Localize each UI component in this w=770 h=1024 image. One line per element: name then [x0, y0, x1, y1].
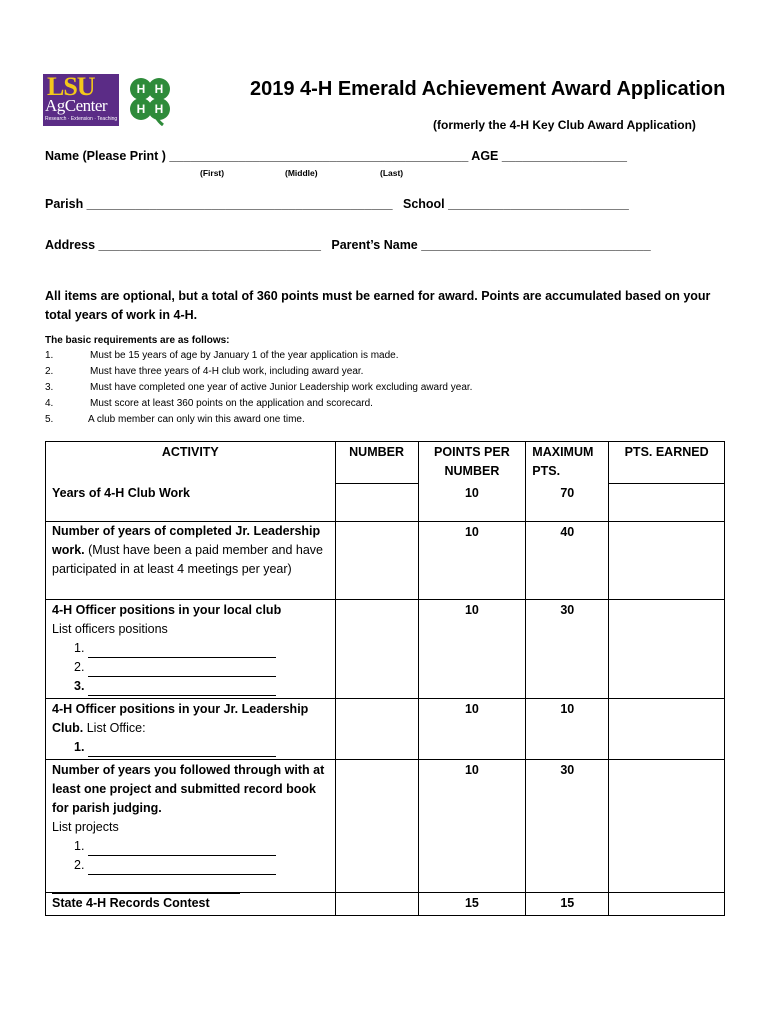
header-pts-earned: PTS. EARNED	[609, 442, 725, 484]
requirements-title: The basic requirements are as follows:	[45, 335, 230, 346]
points-cell: 10	[418, 698, 526, 759]
list-item[interactable]: 2.	[52, 856, 329, 875]
4h-clover-icon	[125, 74, 175, 126]
activity-cell: State 4-H Records Contest	[46, 892, 336, 915]
table-row	[46, 521, 725, 599]
activity-note: List projects	[52, 819, 119, 834]
max-cell: 70	[526, 483, 609, 521]
activity-title: 4-H Officer positions in your local club	[52, 602, 282, 617]
table-row	[46, 483, 725, 521]
earned-input-cell[interactable]	[609, 483, 725, 521]
list-item[interactable]: 1.	[52, 639, 329, 658]
points-notice: All items are optional, but a total of 360 points must be earned for award. Points are accumulated based on your total years of work in 4-H.	[45, 289, 711, 322]
max-cell: 10	[526, 698, 609, 759]
number-input-cell[interactable]	[335, 599, 418, 698]
points-cell: 10	[418, 483, 526, 521]
table-row	[46, 759, 725, 892]
points-cell: 10	[418, 599, 526, 698]
number-input-cell[interactable]	[335, 759, 418, 892]
page-subtitle: (formerly the 4-H Key Club Award Application)	[433, 118, 696, 132]
agcenter-tagline: Research · Extension · Teaching	[45, 116, 118, 122]
activity-cell	[46, 599, 336, 698]
last-name-label: (Last)	[380, 168, 404, 178]
number-input-cell[interactable]	[335, 483, 418, 521]
activity-cell	[46, 521, 336, 599]
address-parent-field[interactable]: Address ________________________________ Parent’s Name _________________________________	[45, 238, 651, 252]
clover-letter-4: H	[154, 102, 164, 116]
page-title: 2019 4-H Emerald Achievement Award Application	[250, 78, 726, 100]
lsu-logo-text: LSU	[47, 72, 95, 101]
clover-letter-3: H	[136, 102, 146, 116]
header-number: NUMBER	[335, 442, 418, 484]
list-item[interactable]: 1.	[52, 738, 329, 757]
header-points-per-number: POINTS PER NUMBER	[418, 442, 526, 484]
max-cell: 30	[526, 759, 609, 892]
activity-cell	[46, 698, 336, 759]
clover-letter-2: H	[154, 82, 164, 96]
number-input-cell[interactable]	[335, 892, 418, 915]
activity-note: (Must have been a paid member and have participated in at least 4 meetings per year)	[52, 542, 324, 576]
lsu-agcenter-logo	[43, 74, 175, 128]
table-row	[46, 599, 725, 698]
earned-input-cell[interactable]	[609, 892, 725, 915]
extra-blank-line[interactable]	[52, 885, 240, 894]
lsu-logo-box	[43, 74, 119, 126]
activity-note: List Office:	[86, 720, 146, 735]
max-cell: 30	[526, 599, 609, 698]
earned-input-cell[interactable]	[609, 521, 725, 599]
header-activity: ACTIVITY	[46, 442, 336, 484]
max-cell: 15	[526, 892, 609, 915]
scorecard-table	[45, 441, 725, 916]
activity-cell	[46, 759, 336, 892]
table-row	[46, 698, 725, 759]
middle-name-label: (Middle)	[285, 168, 318, 178]
earned-input-cell[interactable]	[609, 698, 725, 759]
number-input-cell[interactable]	[335, 698, 418, 759]
list-item[interactable]: 1.	[52, 837, 329, 856]
points-cell: 15	[418, 892, 526, 915]
earned-input-cell[interactable]	[609, 599, 725, 698]
list-item[interactable]: 2.	[52, 658, 329, 677]
header-maximum-pts: MAXIMUM PTS.	[526, 442, 609, 484]
first-name-label: (First)	[200, 168, 225, 178]
activity-title: Number of years you followed through with at least one project and submitted record book for parish judging.	[52, 762, 325, 815]
table-row	[46, 892, 725, 915]
points-cell: 10	[418, 759, 526, 892]
parish-school-field[interactable]: Parish ____________________________________________ School __________________________	[45, 197, 629, 211]
activity-cell: Years of 4-H Club Work	[46, 483, 336, 521]
agcenter-logo-text: AgCenter	[45, 96, 108, 115]
activity-title: 4-H Officer positions in your Jr. Leadership Club.	[52, 701, 309, 735]
clover-letter-1: H	[136, 82, 146, 96]
max-cell: 40	[526, 521, 609, 599]
number-input-cell[interactable]	[335, 521, 418, 599]
earned-input-cell[interactable]	[609, 759, 725, 892]
points-cell: 10	[418, 521, 526, 599]
list-item[interactable]: 3.	[52, 677, 329, 696]
activity-title: Number of years of completed Jr. Leadership work.	[52, 523, 321, 557]
name-age-field[interactable]: Name (Please Print ) ___________________________________________ AGE __________________	[45, 149, 627, 163]
activity-note: List officers positions	[52, 621, 168, 636]
